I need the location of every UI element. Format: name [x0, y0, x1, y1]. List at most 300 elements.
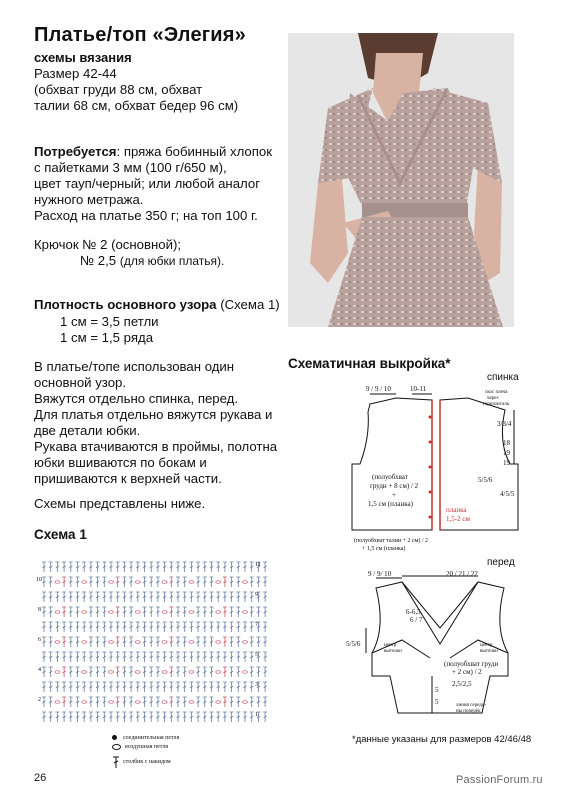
- double-crochet-stitch: [62, 562, 66, 572]
- double-crochet-stitch: [102, 652, 106, 662]
- chain-stitch: [189, 581, 194, 584]
- double-crochet-stitch: [250, 622, 254, 632]
- stitch-row: [42, 562, 267, 572]
- double-crochet-stitch: [156, 637, 160, 647]
- double-crochet-stitch: [203, 637, 207, 647]
- double-crochet-stitch: [49, 652, 53, 662]
- materials-label: Потребуется: [34, 144, 117, 159]
- front-bottom-note: линия середи-: [456, 703, 487, 708]
- double-crochet-stitch: [122, 652, 126, 662]
- double-crochet-stitch: [96, 682, 100, 692]
- double-crochet-stitch: [243, 682, 247, 692]
- double-crochet-stitch: [89, 712, 93, 722]
- back-top-left: 9 / 9 / 10: [366, 385, 391, 393]
- watermark: PassionForum.ru: [456, 774, 543, 786]
- double-crochet-stitch: [143, 712, 147, 722]
- double-crochet-stitch: [243, 592, 247, 602]
- double-crochet-stitch: [210, 577, 214, 587]
- double-crochet-stitch: [129, 592, 133, 602]
- size-line: талии 68 см, обхват бедер 96 см): [34, 98, 239, 113]
- hook-alt-num: № 2,5: [80, 253, 117, 268]
- size-line: (обхват груди 88 см, обхват: [34, 82, 203, 97]
- double-crochet-stitch: [96, 577, 100, 587]
- double-crochet-stitch: [102, 577, 106, 587]
- double-crochet-stitch: [236, 682, 240, 692]
- double-crochet-stitch: [223, 562, 227, 572]
- double-crochet-stitch: [156, 622, 160, 632]
- double-crochet-stitch: [102, 607, 106, 617]
- double-crochet-stitch: [189, 592, 193, 602]
- double-crochet-stitch: [55, 682, 59, 692]
- double-crochet-stitch: [196, 622, 200, 632]
- double-crochet-stitch: [136, 562, 140, 572]
- double-crochet-stitch: [116, 697, 120, 707]
- chain-stitch: [243, 611, 248, 614]
- double-crochet-stitch: [76, 622, 80, 632]
- double-crochet-stitch: [129, 637, 133, 647]
- double-crochet-stitch: [169, 682, 173, 692]
- double-crochet-stitch: [183, 592, 187, 602]
- double-crochet-stitch: [203, 607, 207, 617]
- double-crochet-stitch: [116, 577, 120, 587]
- page-number: 26: [34, 772, 47, 784]
- double-crochet-stitch: [189, 682, 193, 692]
- double-crochet-stitch: [250, 577, 254, 587]
- row-number-right: 11: [255, 562, 261, 568]
- double-crochet-stitch: [102, 622, 106, 632]
- materials-block: [34, 144, 272, 224]
- double-crochet-stitch: [210, 622, 214, 632]
- double-crochet-stitch: [136, 682, 140, 692]
- double-crochet-stitch: [256, 577, 260, 587]
- plank-label: планка: [446, 506, 467, 514]
- description-line: Для платья отдельно вяжутся рукава и: [34, 407, 273, 422]
- double-crochet-stitch: [116, 652, 120, 662]
- double-crochet-stitch: [183, 712, 187, 722]
- chain-stitch: [109, 671, 114, 674]
- double-crochet-stitch: [263, 607, 267, 617]
- hook-alt: [80, 253, 224, 269]
- double-crochet-stitch: [203, 577, 207, 587]
- double-crochet-stitch: [250, 637, 254, 647]
- double-crochet-stitch: [243, 712, 247, 722]
- materials-line: с пайетками 3 мм (100 г/650 м),: [34, 160, 227, 175]
- front-dart-right: [450, 640, 508, 658]
- double-crochet-stitch: [96, 667, 100, 677]
- chain-stitch: [162, 611, 167, 614]
- double-crochet-stitch: [116, 562, 120, 572]
- chain-stitch: [135, 641, 140, 644]
- description-line: Вяжутся отдельно спинка, перед.: [34, 391, 239, 406]
- chain-stitch: [109, 641, 114, 644]
- double-crochet-stitch: [163, 652, 167, 662]
- dress-photo-image: [288, 33, 514, 327]
- chain-stitch: [162, 581, 167, 584]
- row-number-right: 9: [255, 592, 258, 598]
- double-crochet-stitch: [210, 562, 214, 572]
- double-crochet-stitch: [122, 607, 126, 617]
- double-crochet-stitch: [203, 712, 207, 722]
- double-crochet-stitch: [183, 562, 187, 572]
- double-crochet-stitch: [183, 682, 187, 692]
- double-crochet-stitch: [163, 712, 167, 722]
- description-note: Схемы представлены ниже.: [34, 496, 206, 511]
- double-crochet-stitch: [49, 607, 53, 617]
- double-crochet-stitch: [169, 697, 173, 707]
- double-crochet-stitch: [102, 562, 106, 572]
- chain-stitch: [216, 641, 221, 644]
- double-crochet-stitch: [236, 667, 240, 677]
- double-crochet-stitch: [129, 577, 133, 587]
- double-crochet-stitch: [230, 667, 234, 677]
- back-bottom-text: + 1,5 см (планка): [362, 546, 406, 552]
- double-crochet-stitch: [256, 607, 260, 617]
- double-crochet-stitch: [196, 712, 200, 722]
- double-crochet-stitch: [223, 667, 227, 677]
- back-pattern-diagram: [340, 382, 530, 552]
- stitch-row: [42, 622, 267, 632]
- double-crochet-stitch: [102, 682, 106, 692]
- double-crochet-stitch: [62, 607, 66, 617]
- back-shoulder-note: горизонталь: [483, 402, 510, 407]
- chain-stitch: [162, 641, 167, 644]
- materials-line: Расход на платье 350 г; на топ 100 г.: [34, 208, 258, 223]
- double-crochet-stitch: [42, 652, 46, 662]
- double-crochet-stitch: [250, 592, 254, 602]
- double-crochet-stitch: [102, 592, 106, 602]
- double-crochet-stitch: [76, 652, 80, 662]
- density-heading: [34, 297, 280, 313]
- legend-item: [112, 733, 179, 742]
- stitch-row: [42, 592, 267, 602]
- double-crochet-stitch: [156, 592, 160, 602]
- dress-photo: [288, 33, 514, 327]
- double-crochet-stitch: [82, 562, 86, 572]
- double-crochet-stitch: [176, 637, 180, 647]
- double-crochet-stitch: [169, 562, 173, 572]
- double-crochet-stitch: [143, 667, 147, 677]
- double-crochet-stitch: [89, 697, 93, 707]
- double-crochet-stitch: [210, 592, 214, 602]
- double-crochet-stitch: [176, 562, 180, 572]
- double-crochet-stitch: [223, 652, 227, 662]
- double-crochet-stitch: [169, 592, 173, 602]
- double-crochet-stitch: [76, 577, 80, 587]
- double-crochet-stitch: [143, 637, 147, 647]
- double-crochet-stitch: [156, 607, 160, 617]
- double-crochet-stitch: [116, 667, 120, 677]
- double-crochet-stitch: [49, 637, 53, 647]
- double-crochet-stitch: [183, 577, 187, 587]
- row-number-left: 2: [38, 697, 41, 703]
- double-crochet-stitch: [82, 712, 86, 722]
- double-crochet-stitch: [216, 712, 220, 722]
- double-crochet-stitch: [49, 592, 53, 602]
- legend-item: [112, 742, 179, 751]
- double-crochet-stitch: [143, 562, 147, 572]
- double-crochet-stitch: [256, 697, 260, 707]
- double-crochet-stitch: [42, 697, 46, 707]
- double-crochet-stitch: [176, 682, 180, 692]
- double-crochet-stitch: [69, 667, 73, 677]
- double-crochet-stitch: [69, 562, 73, 572]
- double-crochet-stitch: [203, 622, 207, 632]
- chain-stitch: [189, 641, 194, 644]
- double-crochet-stitch: [122, 562, 126, 572]
- double-crochet-stitch: [210, 607, 214, 617]
- density-label: Плотность основного узора: [34, 297, 217, 312]
- double-crochet-stitch: [243, 652, 247, 662]
- double-crochet-stitch: [89, 577, 93, 587]
- back-bottom-text: (полуобхват талии + 2 см) / 2: [354, 538, 429, 544]
- back-center-text: груди + 8 см) / 2: [370, 482, 419, 490]
- double-crochet-stitch: [143, 577, 147, 587]
- double-crochet-stitch: [69, 577, 73, 587]
- row-number-right: 1: [255, 712, 258, 718]
- double-crochet-stitch: [216, 682, 220, 692]
- description-line: юбки вшиваются по бокам и: [34, 455, 207, 470]
- chain-stitch: [55, 701, 60, 704]
- materials-line: : пряжа бобинный хлопок: [116, 144, 273, 159]
- description-line: Рукава втачиваются в проймы, полотна: [34, 439, 278, 454]
- double-crochet-stitch: [96, 592, 100, 602]
- chain-stitch: [243, 701, 248, 704]
- double-crochet-stitch: [129, 712, 133, 722]
- double-crochet-stitch: [89, 562, 93, 572]
- page-title: Платье/топ «Элегия»: [34, 24, 246, 46]
- size-block: [34, 66, 238, 114]
- double-crochet-stitch: [109, 562, 113, 572]
- legend: [112, 733, 179, 769]
- chain-stitch: [109, 581, 114, 584]
- chain-stitch: [82, 671, 87, 674]
- double-crochet-stitch: [62, 667, 66, 677]
- double-crochet-stitch: [169, 577, 173, 587]
- double-crochet-stitch: [176, 577, 180, 587]
- legend-label: воздушная петля: [125, 743, 168, 750]
- double-crochet-stitch: [122, 682, 126, 692]
- double-crochet-stitch: [55, 622, 59, 632]
- double-crochet-stitch: [116, 592, 120, 602]
- double-crochet-stitch: [42, 637, 46, 647]
- double-crochet-stitch: [62, 577, 66, 587]
- legend-label: столбик с накидом: [123, 759, 171, 765]
- double-crochet-stitch: [163, 562, 167, 572]
- double-crochet-stitch: [223, 682, 227, 692]
- double-crochet-stitch: [69, 652, 73, 662]
- double-crochet-stitch: [230, 712, 234, 722]
- double-crochet-stitch: [196, 667, 200, 677]
- double-crochet-stitch: [183, 637, 187, 647]
- stitch-row: [42, 682, 267, 692]
- double-crochet-stitch: [69, 697, 73, 707]
- double-crochet-stitch: [230, 562, 234, 572]
- double-crochet-stitch: [89, 637, 93, 647]
- double-crochet-stitch: [263, 637, 267, 647]
- size-line: Размер 42-44: [34, 66, 117, 81]
- description-line: В платье/топе использован один: [34, 359, 235, 374]
- double-crochet-stitch: [263, 682, 267, 692]
- row-number-right: 3: [255, 682, 258, 688]
- double-crochet-stitch: [69, 712, 73, 722]
- materials-line: цвет тауп/черный; или любой аналог: [34, 176, 261, 191]
- double-crochet-stitch: [163, 592, 167, 602]
- double-crochet-stitch: [109, 622, 113, 632]
- chain-stitch: [216, 671, 221, 674]
- double-crochet-stitch: [203, 697, 207, 707]
- double-crochet-stitch: [216, 592, 220, 602]
- double-crochet-stitch: [96, 607, 100, 617]
- stitch-row: [42, 577, 267, 587]
- back-label: спинка: [487, 372, 519, 383]
- double-crochet-stitch: [236, 637, 240, 647]
- double-crochet-stitch: [122, 592, 126, 602]
- double-crochet-stitch: [196, 637, 200, 647]
- description-line: пришиваются к верхней части.: [34, 471, 222, 486]
- double-crochet-stitch: [42, 607, 46, 617]
- double-crochet-stitch: [76, 562, 80, 572]
- double-crochet-stitch: [236, 712, 240, 722]
- double-crochet-stitch: [102, 712, 106, 722]
- double-crochet-stitch: [263, 562, 267, 572]
- density-line: 1 см = 3,5 петли: [60, 314, 159, 329]
- double-crochet-stitch: [156, 577, 160, 587]
- double-crochet-stitch: [156, 667, 160, 677]
- front-pattern-diagram: [340, 568, 530, 728]
- chain-stitch: [189, 701, 194, 704]
- double-crochet-stitch: [263, 712, 267, 722]
- double-crochet-stitch: [143, 592, 147, 602]
- slip-stitch-icon: [112, 735, 117, 740]
- double-crochet-stitch: [116, 712, 120, 722]
- double-crochet-stitch: [69, 682, 73, 692]
- double-crochet-stitch: [183, 667, 187, 677]
- front-center-text: + 2 см) / 2: [452, 668, 482, 676]
- row-number-left: 10: [36, 577, 42, 583]
- chain-stitch: [82, 701, 87, 704]
- double-crochet-stitch: [49, 562, 53, 572]
- legend-item: [112, 755, 179, 769]
- double-crochet-stitch: [196, 562, 200, 572]
- chain-stitch: [82, 611, 87, 614]
- double-crochet-stitch: [243, 622, 247, 632]
- double-crochet-stitch: [96, 697, 100, 707]
- double-crochet-stitch: [143, 607, 147, 617]
- chain-stitch: [189, 611, 194, 614]
- front-neck-val: 6 / 7: [410, 616, 423, 624]
- double-crochet-stitch: [143, 697, 147, 707]
- chain-stitch: [135, 701, 140, 704]
- double-crochet-stitch: [76, 592, 80, 602]
- double-crochet-stitch: [122, 637, 126, 647]
- double-crochet-stitch: [176, 607, 180, 617]
- double-crochet-stitch: [250, 607, 254, 617]
- chain-stitch: [55, 611, 60, 614]
- row-number-left: 4: [38, 667, 41, 673]
- density-line: 1 см = 1,5 ряда: [60, 330, 154, 345]
- row-number-left: 6: [38, 637, 41, 643]
- double-crochet-stitch: [223, 712, 227, 722]
- double-crochet-stitch: [203, 562, 207, 572]
- double-crochet-stitch: [62, 682, 66, 692]
- double-crochet-stitch: [149, 592, 153, 602]
- double-crochet-stitch: [89, 607, 93, 617]
- double-crochet-stitch: [230, 622, 234, 632]
- double-crochet-stitch: [243, 562, 247, 572]
- double-crochet-stitch: [203, 682, 207, 692]
- double-crochet-stitch: [55, 592, 59, 602]
- double-crochet-stitch: [116, 607, 120, 617]
- double-crochet-stitch: [82, 592, 86, 602]
- double-crochet-stitch: [263, 577, 267, 587]
- double-crochet-stitch: [169, 622, 173, 632]
- double-crochet-stitch: [210, 682, 214, 692]
- double-crochet-stitch: [76, 607, 80, 617]
- row-number-right: 7: [255, 622, 258, 628]
- double-crochet-stitch: [263, 622, 267, 632]
- double-crochet-stitch: [49, 712, 53, 722]
- double-crochet-stitch: [163, 682, 167, 692]
- double-crochet-stitch: [42, 712, 46, 722]
- double-crochet-stitch: [183, 697, 187, 707]
- double-crochet-stitch: [223, 697, 227, 707]
- double-crochet-stitch: [55, 562, 59, 572]
- chain-stitch: [243, 671, 248, 674]
- double-crochet-stitch: [189, 562, 193, 572]
- back-center-text: 1,5 см (планка): [368, 500, 413, 508]
- double-crochet-stitch: [203, 592, 207, 602]
- front-neck-val: 6-6,5: [406, 608, 421, 616]
- double-crochet-stitch: [96, 652, 100, 662]
- double-crochet-stitch: [89, 652, 93, 662]
- chain-stitch: [55, 581, 60, 584]
- double-crochet-stitch: [183, 622, 187, 632]
- double-crochet-stitch: [210, 652, 214, 662]
- double-crochet-stitch: [42, 682, 46, 692]
- double-crochet-stitch: [263, 592, 267, 602]
- double-crochet-stitch: [76, 697, 80, 707]
- double-crochet-stitch: [102, 697, 106, 707]
- double-crochet-stitch: [116, 637, 120, 647]
- double-crochet-stitch: [129, 697, 133, 707]
- double-crochet-stitch: [109, 682, 113, 692]
- back-dim: 4/5/5: [500, 490, 515, 498]
- double-crochet-stitch: [136, 652, 140, 662]
- double-crochet-stitch: [210, 667, 214, 677]
- double-crochet-stitch: [55, 652, 59, 662]
- double-crochet-stitch: [149, 622, 153, 632]
- double-crochet-stitch: [89, 667, 93, 677]
- double-crochet-stitch: [129, 607, 133, 617]
- back-center-text: +: [392, 491, 396, 499]
- chain-stitch: [135, 581, 140, 584]
- double-crochet-stitch: [196, 577, 200, 587]
- chain-stitch: [135, 671, 140, 674]
- double-crochet-stitch: [122, 697, 126, 707]
- double-crochet-stitch: [196, 682, 200, 692]
- double-crochet-stitch: [129, 562, 133, 572]
- double-crochet-stitch: [156, 652, 160, 662]
- back-dim: 3/3/4: [497, 420, 512, 428]
- double-crochet-stitch: [149, 577, 153, 587]
- pattern-footnote: *данные указаны для размеров 42/46/48: [352, 734, 532, 745]
- double-crochet-stitch: [230, 607, 234, 617]
- front-side-val: 2,5/2,5: [452, 680, 472, 688]
- double-crochet-stitch: [62, 652, 66, 662]
- chain-stitch: [109, 701, 114, 704]
- double-crochet-stitch: [189, 712, 193, 722]
- double-crochet-stitch: [176, 712, 180, 722]
